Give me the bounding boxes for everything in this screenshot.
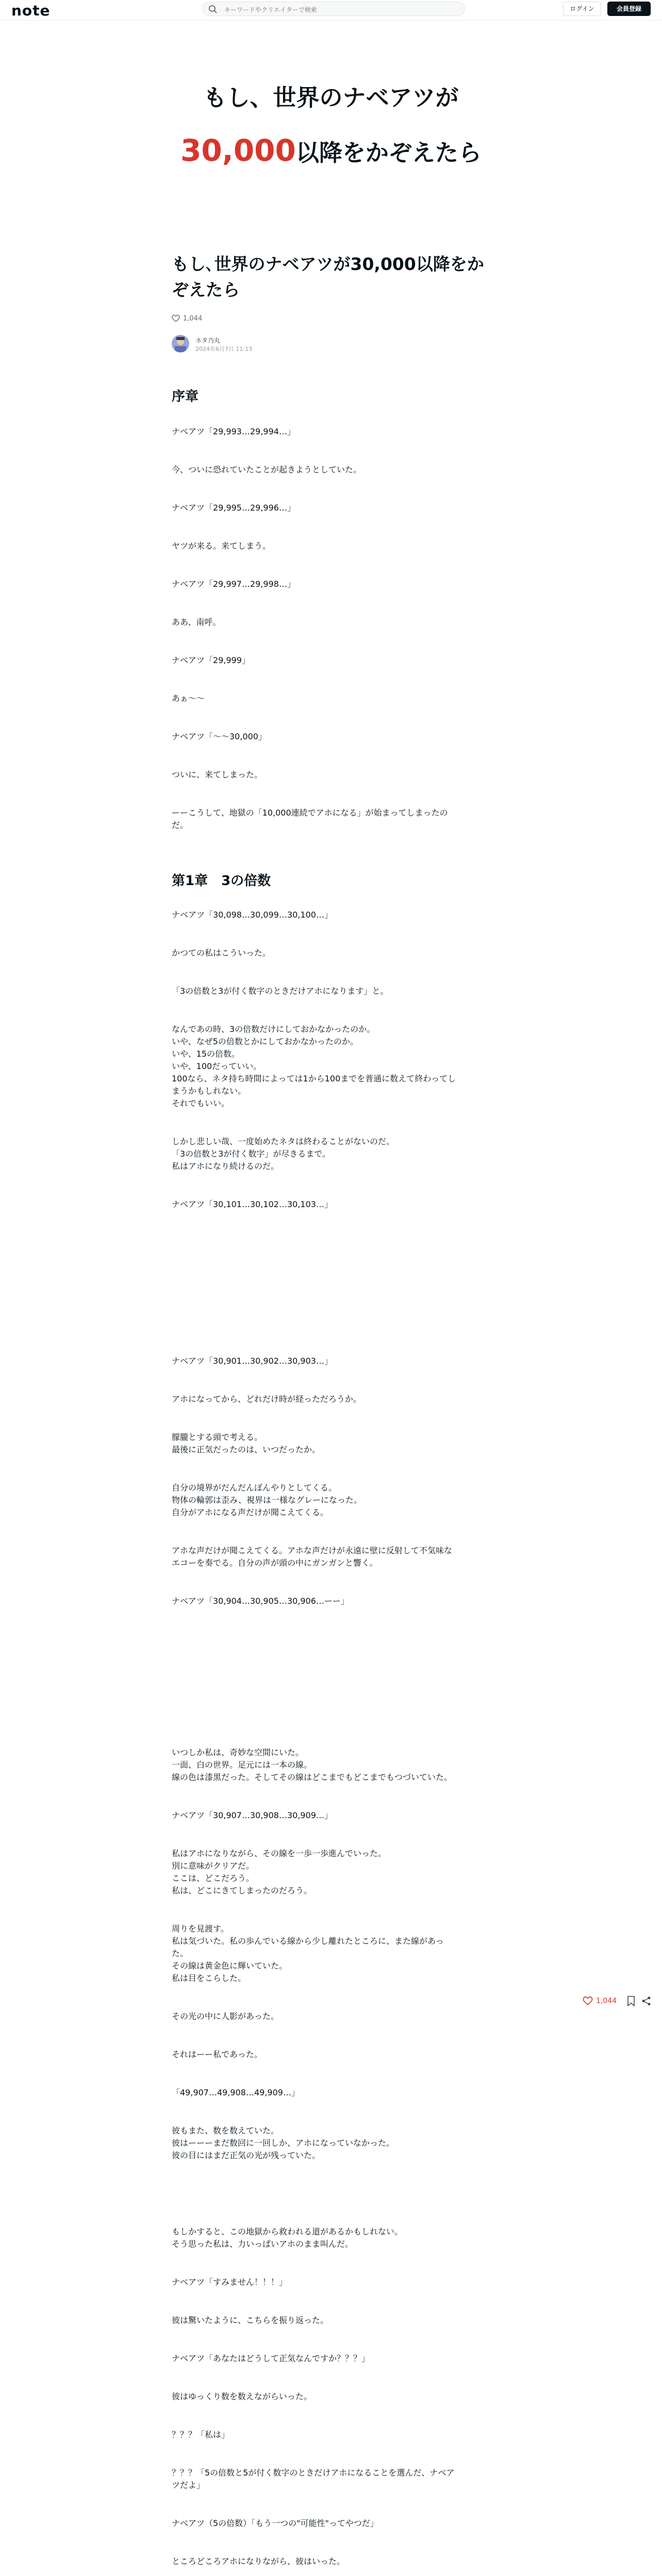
heart-icon[interactable]	[583, 1996, 593, 2005]
body-line: 彼は驚いたように、こちらを振り返った。	[172, 2315, 329, 2325]
body-line: ついに、来てしまった。	[172, 770, 263, 779]
body-line: 別に意味がクリアだ。	[172, 1861, 255, 1871]
body-line: 彼はゆっくり数を数えながらいった。	[172, 2392, 312, 2401]
title-line2: ぞえたら	[172, 280, 240, 300]
top-header	[0, 0, 662, 21]
signup-button[interactable]: 会員登録	[607, 2, 651, 16]
search-input[interactable]	[223, 4, 452, 15]
body-line: 彼もまた、数を数えていた。	[172, 2126, 279, 2136]
body-line: 「3の倍数と3が付く数字」が尽きるまで。	[172, 1149, 331, 1159]
heart-icon	[172, 314, 180, 322]
body-line: その光の中に人影があった。	[172, 2011, 279, 2021]
publish-date: 2024年6月7日 11:13	[195, 346, 253, 352]
body-line: ナベアツ「29,997…29,998…」	[172, 579, 295, 589]
body-line: 私は目をこらした。	[172, 1973, 246, 1983]
hero-number: 30,000	[180, 133, 296, 168]
like-count: 1,044	[183, 315, 203, 323]
body-line: アホな声だけが聞こえてくる。アホな声だけが永遠に壁に反射して不気味な	[172, 1546, 453, 1555]
body-line: ところどころアホになりながら、彼はいった。	[172, 2556, 345, 2566]
body-line: 彼はーーーまだ数回に一回しか、アホになっていなかった。	[172, 2138, 395, 2148]
body-line: ここは、どこだろう。	[172, 1873, 255, 1883]
body-line: ナベアツ「30,904…30,905…30,906…ーー」	[172, 1596, 349, 1606]
section-heading-chapter1: 第1章 3の倍数	[172, 873, 271, 889]
share-icon[interactable]	[641, 1996, 652, 2006]
body-line: まうかもしれない。	[172, 1086, 246, 1096]
body-line: 「3の倍数と3が付く数字のときだけアホになります」と。	[172, 986, 389, 996]
body-line: 私は気づいた。私の歩んでいる線から少し離れたところに、また線があっ	[172, 1936, 444, 1946]
body-line: 私はアホになり続けるのだ。	[172, 1161, 279, 1171]
body-line: ナベアツ「あなたはどうして正気なんですか？？？」	[172, 2353, 370, 2363]
bookmark-icon[interactable]	[627, 1996, 635, 2006]
body-line: ナベアツ「29,999」	[172, 655, 250, 665]
body-line: その線は黄金色に輝いていた。	[172, 1961, 288, 1971]
title-line1: もし､世界のナベアツが30,000以降をか	[172, 254, 484, 274]
side-like-count: 1,044	[596, 1997, 617, 2005]
search-icon	[208, 5, 218, 14]
avatar[interactable]	[172, 335, 189, 352]
body-line: ナベアツ「29,993…29,994…」	[172, 427, 295, 436]
body-line: 彼の目にはまだ正気の光が残っていた。	[172, 2150, 321, 2160]
article-title	[172, 251, 486, 303]
hero-banner	[0, 77, 662, 174]
body-line: しかし悲しい哉、一度始めたネタは終わることがないのだ。	[172, 1137, 395, 1146]
body-line: 100なら、ネタ持ち時間によっては1から100までを普通に数えて終わってし	[172, 1074, 456, 1083]
body-line: いつしか私は、奇妙な空間にいた。	[172, 1748, 304, 1757]
body-line: 今、ついに恐れていたことが起きようとしていた。	[172, 465, 362, 474]
body-line: ナベアツ「30,098…30,099…30,100…」	[172, 910, 333, 920]
side-actions	[583, 1995, 655, 2009]
body-line: 「49,907…49,908…49,909…」	[172, 2088, 300, 2097]
body-line: エコーを奏でる。自分の声が頭の中にガンガンと響く。	[172, 1558, 378, 1568]
body-line: かつての私はこういった。	[172, 948, 271, 958]
body-line: なんであの時、3の倍数だけにしておかなかったのか。	[172, 1024, 375, 1034]
body-line: ナベアツ（5の倍数）「もう一つの"可能性"ってやつだ」	[172, 2518, 378, 2528]
body-line: そう思った私は、力いっぱいアホのまま叫んだ。	[172, 2239, 354, 2249]
hero-line1: もし、世界のナベアツが	[203, 84, 459, 111]
body-line: それはーー私であった。	[172, 2049, 262, 2059]
body-line: 自分の境界がだんだんぼんやりとしてくる。	[172, 1483, 337, 1493]
body-line: 自分がアホになる声だけが聞こえてくる。	[172, 1507, 329, 1517]
hero-line2	[0, 130, 662, 174]
body-line: 私は、どこにきてしまったのだろう。	[172, 1886, 312, 1895]
body-line: 物体の輪郭は歪み、視界は一様なグレーになった。	[172, 1495, 362, 1505]
body-line: 周りを見渡す。	[172, 1924, 229, 1934]
like-button[interactable]	[172, 314, 202, 323]
body-line: た。	[172, 1948, 189, 1958]
section-heading-prologue: 序章	[172, 389, 199, 404]
body-line: ナベアツ「30,901…30,902…30,903…」	[172, 1356, 333, 1366]
body-line: アホになってから、どれだけ時が経っただろうか。	[172, 1394, 362, 1404]
body-line: 最後に正気だったのは、いつだったか。	[172, 1445, 321, 1454]
body-line: ナベアツ「30,907…30,908…30,909…」	[172, 1810, 333, 1820]
body-line: ナベアツ「すみません！！！」	[172, 2277, 288, 2287]
login-button[interactable]: ログイン	[563, 2, 601, 16]
search-box[interactable]	[202, 2, 465, 16]
body-line: もしかすると、この地獄から救われる道があるかもしれない。	[172, 2227, 403, 2236]
body-line: それでもいい。	[172, 1098, 230, 1108]
body-line: いや、100だっていい。	[172, 1061, 262, 1071]
body-line: ？？？「私は」	[172, 2430, 230, 2439]
hero-line2-rest: 以降をかぞえたら	[295, 139, 482, 166]
body-line: ナベアツ「29,995…29,996…」	[172, 503, 295, 513]
body-line: だ。	[172, 820, 189, 830]
body-line: いや、なぜ5の倍数とかにしておかなかったのか。	[172, 1037, 358, 1046]
body-line: 私はアホになりながら、その線を一歩一歩進んでいった。	[172, 1849, 387, 1858]
body-line: あぁ〜〜	[172, 693, 205, 703]
body-line: ヤツが来る。来てしまう。	[172, 541, 271, 551]
author-name[interactable]: ネタ乃丸	[195, 337, 221, 344]
body-line: ツだよ」	[172, 2480, 205, 2490]
body-line: 一面、白の世界。足元には一本の線。	[172, 1760, 312, 1770]
body-line: 線の色は漆黒だった。そしてその線はどこまでもどこまでもつづいていた。	[172, 1772, 453, 1782]
body-line: ナベアツ「30,101…30,102…30,103…」	[172, 1199, 333, 1209]
body-line: ナベアツ「〜〜30,000」	[172, 732, 267, 741]
body-line: ？？？「5の倍数と5が付く数字のときだけアホになることを選んだ、ナベア	[172, 2468, 455, 2478]
body-line: いや、15の倍数。	[172, 1049, 240, 1059]
note-logo[interactable]: note	[11, 2, 51, 19]
body-line: 朦朧とする頭で考える。	[172, 1432, 263, 1442]
body-line: ーーこうして、地獄の「10,000連続でアホになる」が始まってしまったの	[172, 808, 448, 818]
body-line: ああ、南呼。	[172, 617, 221, 627]
